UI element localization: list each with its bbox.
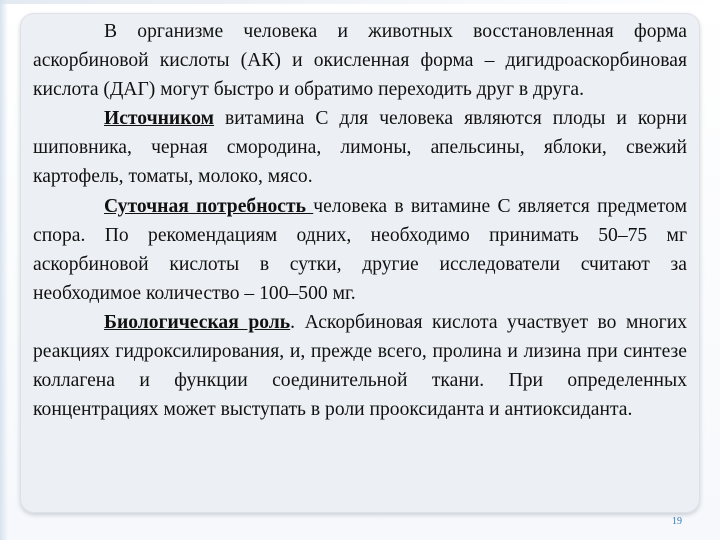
sources-text: витамина С для человека являются плоды и корни шиповника, черная смородина, лимоны, апельсины, яблоки, свежий картофель, томаты, молоко, мясо. (33, 108, 687, 188)
top-accent (0, 0, 720, 4)
sources-heading: Источником (104, 108, 215, 130)
paragraph-sources (33, 104, 687, 191)
body-text (33, 17, 687, 424)
paragraph-intro-text: В организме человека и животных восстановленная форма аскорбиновой кислоты (АК) и окисленная форма – дигидроаскорбиновая кислота (ДАГ) могут быстро и обратимо переходить друг в друга. (33, 21, 687, 101)
paragraph-daily-need (33, 192, 687, 308)
paragraph-biological-role (33, 308, 687, 424)
daily-need-text: человека в витамине С является предметом спора. По рекомендациям одних, необходимо принимать 50–75 мг аскорбиновой кислоты в сутки, другие исследователи считают за необходимое количество – 100–500 мг. (33, 195, 688, 304)
paragraph-intro (33, 17, 687, 104)
left-frame-decoration (0, 0, 8, 540)
page-number: 19 (672, 516, 682, 527)
daily-need-heading: Суточная потребность (104, 195, 314, 217)
biological-role-text: . Аскорбиновая кислота участвует во многих реакциях гидроксилирования, и, прежде всего, пролина и лизина при синтезе коллагена и функции соединительной ткани. При определенных концентрациях может выступать в роли прооксиданта и антиоксиданта. (33, 311, 687, 421)
biological-role-heading: Биологическая роль (104, 311, 291, 333)
